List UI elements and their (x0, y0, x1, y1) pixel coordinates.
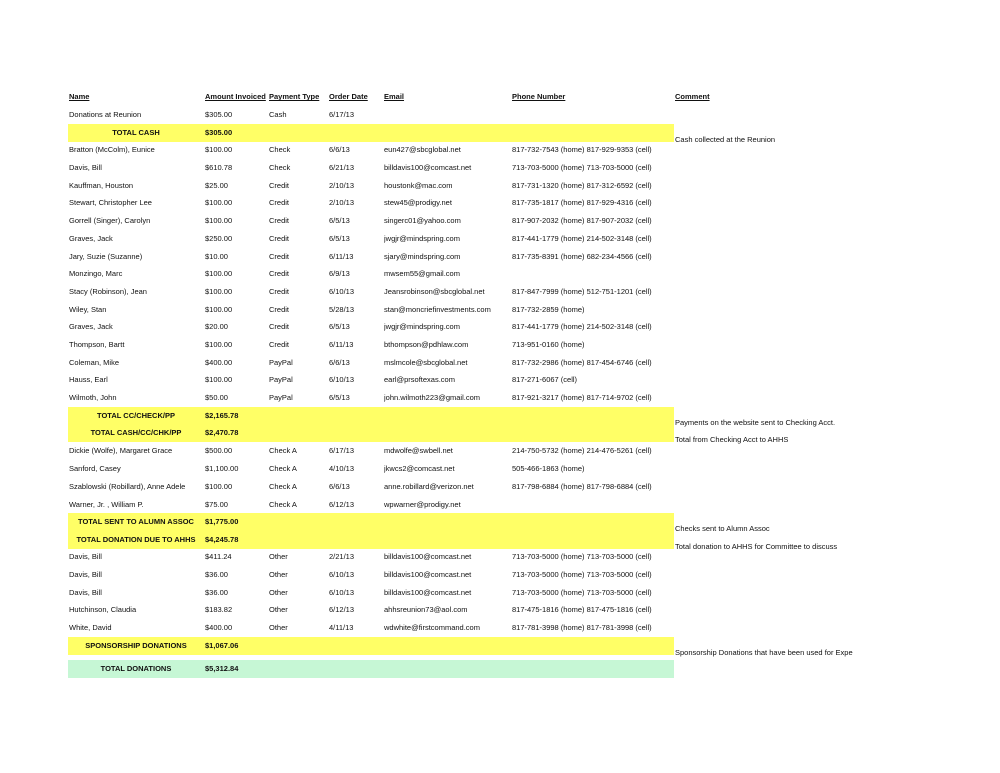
table-row (0, 194, 1000, 212)
header-name: Name (69, 92, 90, 102)
total-label: TOTAL CASH (112, 128, 160, 138)
header-amount: Amount Invoiced (205, 92, 266, 102)
row-name: Stewart, Christopher Lee (69, 198, 152, 208)
row-phone: 505-466-1863 (home) (512, 464, 585, 474)
table-row (0, 583, 1000, 601)
row-amount: $250.00 (205, 233, 233, 243)
row-amount: $100.00 (205, 269, 233, 279)
row-payment-type: Check (269, 145, 291, 155)
row-phone: 713-703-5000 (home) 713-703-5000 (cell) (512, 552, 652, 562)
row-email: billdavis100@comcast.net (384, 163, 472, 173)
row-payment-type: Credit (269, 340, 290, 350)
row-order-date: 4/11/13 (329, 623, 354, 633)
row-name: Bratton (McColm), Eunice (69, 145, 155, 155)
row-email: john.wilmoth223@gmail.com (384, 393, 480, 403)
row-order-date: 6/5/13 (329, 322, 350, 332)
table-row (0, 478, 1000, 496)
table-row (0, 159, 1000, 177)
row-payment-type: PayPal (269, 357, 293, 367)
row-email: eun427@sbcglobal.net (384, 145, 461, 155)
row-payment-type: Other (269, 587, 288, 597)
row-phone: 214-750-5732 (home) 214-476-5261 (cell) (512, 446, 652, 456)
row-name: Sanford, Casey (69, 464, 121, 474)
total-label: TOTAL DONATIONS (100, 664, 172, 674)
row-phone: 817-921-3217 (home) 817-714-9702 (cell) (512, 393, 652, 403)
row-phone: 817-781-3998 (home) 817-781-3998 (cell) (512, 623, 652, 633)
row-phone: 817-441-1779 (home) 214-502-3148 (cell) (512, 322, 652, 332)
row-order-date: 6/12/13 (329, 500, 355, 510)
row-order-date: 6/10/13 (329, 375, 355, 385)
row-name: White, David (69, 623, 112, 633)
total-comment: Cash collected at the Reunion (675, 135, 776, 145)
row-name: Kauffman, Houston (69, 180, 134, 190)
row-amount: $50.00 (205, 393, 228, 403)
total-amount: $2,470.78 (205, 428, 239, 438)
row-amount: $100.00 (205, 340, 233, 350)
row-amount: $400.00 (205, 357, 233, 367)
row-email: bthompson@pdhlaw.com (384, 340, 469, 350)
row-phone: 817-732-2859 (home) (512, 304, 585, 314)
total-label: SPONSORSHIP DONATIONS (85, 641, 187, 651)
row-order-date: 2/10/13 (329, 180, 355, 190)
row-payment-type: Check A (269, 482, 297, 492)
row-phone: 713-703-5000 (home) 713-703-5000 (cell) (512, 570, 652, 580)
row-payment-type: Credit (269, 216, 290, 226)
table-row (0, 619, 1000, 637)
row-order-date: 6/12/13 (329, 605, 355, 615)
row-name: Donations at Reunion (69, 110, 142, 120)
row-email: houstonk@mac.com (384, 180, 453, 190)
row-phone: 817-475-1816 (home) 817-475-1816 (cell) (512, 605, 652, 615)
row-order-date: 2/21/13 (329, 552, 355, 562)
row-payment-type: Credit (269, 198, 290, 208)
row-name: Warner, Jr. , William P. (69, 500, 144, 510)
table-row (0, 265, 1000, 283)
table-row (0, 176, 1000, 194)
row-payment-type: Other (269, 605, 288, 615)
row-amount: $183.82 (205, 605, 233, 615)
row-email: wdwhite@firstcommand.com (384, 623, 480, 633)
row-email: billdavis100@comcast.net (384, 552, 472, 562)
row-email: wpwarner@prodigy.net (384, 500, 461, 510)
row-phone: 817-732-7543 (home) 817-929-9353 (cell) (512, 145, 652, 155)
row-phone: 817-731-1320 (home) 817-312-6592 (cell) (512, 180, 652, 190)
total-comment: Sponsorship Donations that have been used for Expe (675, 648, 853, 658)
row-payment-type: Credit (269, 304, 290, 314)
table-row (0, 353, 1000, 371)
row-order-date: 6/10/13 (329, 587, 355, 597)
row-email: mdwolfe@swbell.net (384, 446, 453, 456)
row-name: Gorrell (Singer), Carolyn (69, 216, 151, 226)
table-row (0, 371, 1000, 389)
total-comment: Total from Checking Acct to AHHS (675, 435, 789, 445)
row-payment-type: Check A (269, 446, 297, 456)
table-row (0, 496, 1000, 514)
table-row (0, 442, 1000, 460)
total-cc-check-pp-row (0, 407, 1000, 428)
header-payment-type: Payment Type (269, 92, 320, 102)
row-email: mwsem55@gmail.com (384, 269, 460, 279)
row-payment-type: PayPal (269, 375, 293, 385)
header-phone: Phone Number (512, 92, 566, 102)
row-phone: 817-271-6067 (cell) (512, 375, 578, 385)
row-name: Wiley, Stan (69, 304, 107, 314)
row-email: billdavis100@comcast.net (384, 570, 472, 580)
row-payment-type: Credit (269, 251, 290, 261)
row-phone: 713-951-0160 (home) (512, 340, 585, 350)
row-amount: $25.00 (205, 180, 228, 190)
row-amount: $36.00 (205, 570, 228, 580)
row-name: Szablowski (Robillard), Anne Adele (69, 482, 186, 492)
row-amount: $100.00 (205, 286, 233, 296)
row-phone (512, 496, 672, 514)
row-email: Jeansrobinson@sbcglobal.net (384, 286, 485, 296)
table-row (0, 247, 1000, 265)
header-email: Email (384, 92, 405, 102)
row-payment-type: Other (269, 570, 288, 580)
row-order-date: 6/5/13 (329, 233, 350, 243)
row-order-date: 6/10/13 (329, 570, 355, 580)
row-payment-type: Other (269, 552, 288, 562)
row-amount: $610.78 (205, 163, 233, 173)
row-name: Davis, Bill (69, 552, 102, 562)
row-name: Davis, Bill (69, 163, 102, 173)
header-comment: Comment (675, 92, 710, 102)
row-name: Dickie (Wolfe), Margaret Grace (69, 446, 173, 456)
row-order-date: 5/28/13 (329, 304, 355, 314)
table-row (0, 212, 1000, 230)
row-payment-type: Credit (269, 180, 290, 190)
row-order-date: 6/6/13 (329, 357, 350, 367)
row-email: jwgjr@mindspring.com (384, 322, 460, 332)
row-order-date: 6/6/13 (329, 482, 350, 492)
header-row (0, 88, 1000, 106)
row-order-date: 4/10/13 (329, 464, 355, 474)
total-label: TOTAL SENT TO ALUMN ASSOC (78, 517, 194, 527)
row-amount: $10.00 (205, 251, 228, 261)
total-amount: $2,165.78 (205, 411, 239, 421)
row-email: ahhsreunion73@aol.com (384, 605, 468, 615)
row-order-date: 6/9/13 (329, 269, 350, 279)
table-row (0, 318, 1000, 336)
table-row (0, 336, 1000, 354)
row-order-date: 6/6/13 (329, 145, 350, 155)
row-phone: 817-735-8391 (home) 682-234-4566 (cell) (512, 251, 652, 261)
header-order-date: Order Date (329, 92, 368, 102)
row-name: Wilmoth, John (69, 393, 117, 403)
total-amount: $5,312.84 (205, 664, 239, 674)
row-phone: 713-703-5000 (home) 713-703-5000 (cell) (512, 163, 652, 173)
table-row (0, 106, 1000, 124)
table-row (0, 601, 1000, 619)
row-phone: 817-798-6884 (home) 817-798-6884 (cell) (512, 482, 652, 492)
row-payment-type: Check A (269, 464, 297, 474)
row-payment-type: Cash (269, 110, 287, 120)
row-email: sjary@mindspring.com (384, 251, 461, 261)
row-amount: $100.00 (205, 375, 233, 385)
row-amount: $305.00 (205, 110, 233, 120)
row-payment-type: Credit (269, 233, 290, 243)
table-row (0, 548, 1000, 566)
sponsorship-donations-row (0, 637, 1000, 658)
row-amount: $20.00 (205, 322, 228, 332)
row-phone: 817-735-1817 (home) 817-929-4316 (cell) (512, 198, 652, 208)
row-email: earl@prsoftexas.com (384, 375, 455, 385)
row-amount: $100.00 (205, 145, 233, 155)
total-due-ahhs-row (0, 531, 1000, 552)
total-label: TOTAL DONATION DUE TO AHHS (76, 535, 196, 545)
row-amount: $400.00 (205, 623, 233, 633)
row-name: Graves, Jack (69, 233, 113, 243)
row-name: Jary, Suzie (Suzanne) (69, 251, 143, 261)
table-row (0, 389, 1000, 407)
table-row (0, 283, 1000, 301)
row-name: Stacy (Robinson), Jean (69, 286, 147, 296)
row-email: mslmcole@sbcglobal.net (384, 357, 468, 367)
row-payment-type: Other (269, 623, 288, 633)
total-cash-row (0, 124, 1000, 145)
row-email: stew45@prodigy.net (384, 198, 452, 208)
total-comment: Checks sent to Alumn Assoc (675, 524, 770, 534)
table-row (0, 300, 1000, 318)
row-name: Coleman, Mike (69, 357, 120, 367)
total-cash-cc-chk-pp-row (0, 424, 1000, 445)
total-amount: $1,067.06 (205, 641, 239, 651)
row-name: Davis, Bill (69, 587, 102, 597)
total-amount: $4,245.78 (205, 535, 239, 545)
row-payment-type: Check A (269, 500, 297, 510)
row-phone: 817-441-1779 (home) 214-502-3148 (cell) (512, 233, 652, 243)
row-amount: $100.00 (205, 482, 233, 492)
total-comment: Payments on the website sent to Checking Acct. (675, 418, 836, 428)
row-phone: 817-732-2986 (home) 817-454-6746 (cell) (512, 357, 652, 367)
row-order-date: 2/10/13 (329, 198, 355, 208)
row-payment-type: PayPal (269, 393, 293, 403)
row-name: Monzingo, Marc (69, 269, 123, 279)
row-name: Davis, Bill (69, 570, 102, 580)
total-sent-alumn-row (0, 513, 1000, 534)
row-phone: 817-847-7999 (home) 512-751-1201 (cell) (512, 286, 652, 296)
row-order-date: 6/11/13 (329, 251, 354, 261)
row-name: Thompson, Bartt (69, 340, 125, 350)
row-name: Hutchinson, Claudia (69, 605, 137, 615)
row-order-date: 6/11/13 (329, 340, 354, 350)
table-row (0, 141, 1000, 159)
row-email: billdavis100@comcast.net (384, 587, 472, 597)
row-payment-type: Credit (269, 322, 290, 332)
table-row (0, 230, 1000, 248)
row-amount: $1,100.00 (205, 464, 239, 474)
total-amount: $1,775.00 (205, 517, 239, 527)
row-email: stan@moncriefinvestments.com (384, 304, 491, 314)
row-amount: $411.24 (205, 552, 232, 562)
row-email: jkwcs2@comcast.net (384, 464, 455, 474)
total-amount: $305.00 (205, 128, 233, 138)
table-row (0, 460, 1000, 478)
row-phone: 713-703-5000 (home) 713-703-5000 (cell) (512, 587, 652, 597)
table-row (0, 566, 1000, 584)
total-comment: Total donation to AHHS for Committee to discuss (675, 542, 838, 552)
row-name: Graves, Jack (69, 322, 113, 332)
row-email: jwgjr@mindspring.com (384, 233, 460, 243)
row-order-date: 6/10/13 (329, 286, 355, 296)
total-label: TOTAL CC/CHECK/PP (97, 411, 175, 421)
row-name: Hauss, Earl (69, 375, 108, 385)
total-donations-row (0, 660, 1000, 678)
row-payment-type: Credit (269, 269, 290, 279)
row-email: anne.robillard@verizon.net (384, 482, 474, 492)
row-amount: $100.00 (205, 304, 233, 314)
row-order-date: 6/17/13 (329, 446, 355, 456)
row-phone: 817-907-2032 (home) 817-907-2032 (cell) (512, 216, 652, 226)
total-label: TOTAL CASH/CC/CHK/PP (90, 428, 182, 438)
row-amount: $75.00 (205, 500, 228, 510)
row-payment-type: Credit (269, 286, 290, 296)
row-payment-type: Check (269, 163, 291, 173)
row-amount: $36.00 (205, 587, 228, 597)
row-order-date: 6/5/13 (329, 216, 350, 226)
row-order-date: 6/21/13 (329, 163, 355, 173)
row-email: singerc01@yahoo.com (384, 216, 461, 226)
row-amount: $500.00 (205, 446, 233, 456)
row-order-date: 6/5/13 (329, 393, 350, 403)
row-amount: $100.00 (205, 216, 233, 226)
row-phone (512, 265, 672, 283)
row-amount: $100.00 (205, 198, 233, 208)
row-order-date: 6/17/13 (329, 110, 355, 120)
